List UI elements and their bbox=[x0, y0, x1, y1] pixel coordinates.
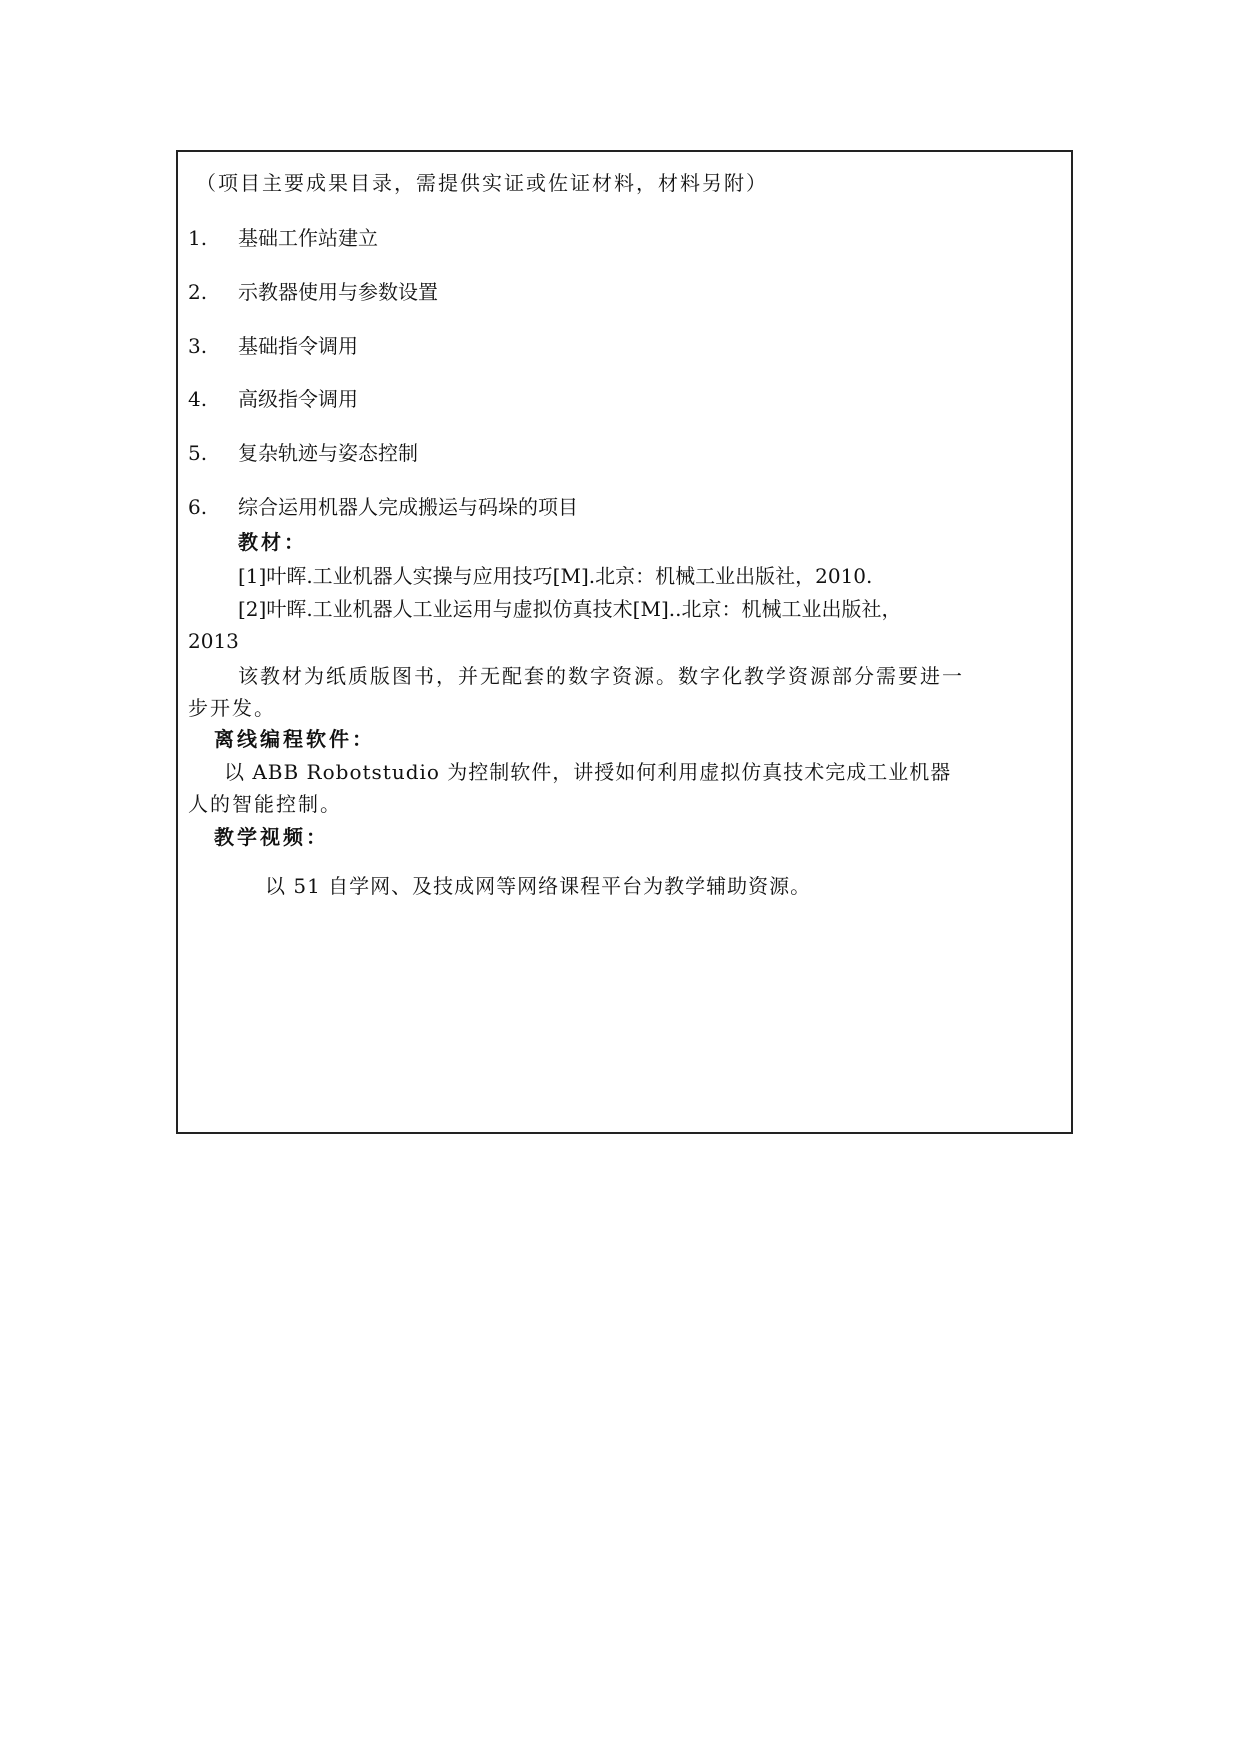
list-item-number: 4. bbox=[188, 387, 208, 411]
list-item bbox=[188, 387, 358, 411]
software-heading: 离线编程软件： bbox=[214, 727, 375, 751]
list-item-number: 2. bbox=[188, 280, 208, 304]
list-item bbox=[188, 441, 418, 465]
video-description: 以 51 自学网、及技成网等网络课程平台为教学辅助资源。 bbox=[265, 874, 812, 898]
list-item-number: 1. bbox=[188, 226, 208, 250]
textbook-ref-2-continued: 2013 bbox=[188, 629, 239, 653]
software-description-continued: 人的智能控制。 bbox=[188, 792, 342, 816]
textbook-ref-1: [1]叶晖.工业机器人实操与应用技巧[M].北京：机械工业出版社，2010. bbox=[238, 564, 873, 588]
list-item-text: 示教器使用与参数设置 bbox=[238, 280, 438, 304]
list-item-number: 3. bbox=[188, 334, 208, 358]
list-item-text: 基础工作站建立 bbox=[238, 226, 378, 250]
software-description: 以 ABB Robotstudio 为控制软件，讲授如何利用虚拟仿真技术完成工业机器 bbox=[224, 760, 952, 784]
textbook-note: 该教材为纸质版图书，并无配套的数字资源。数字化教学资源部分需要进一 bbox=[238, 664, 964, 688]
textbook-ref-2: [2]叶晖.工业机器人工业运用与虚拟仿真技术[M]..北京：机械工业出版社， bbox=[238, 597, 902, 621]
list-item-text: 高级指令调用 bbox=[238, 387, 358, 411]
list-item-number: 6. bbox=[188, 495, 208, 519]
list-item bbox=[188, 226, 378, 250]
video-heading: 教学视频： bbox=[214, 825, 329, 849]
list-item-text: 基础指令调用 bbox=[238, 334, 358, 358]
list-item bbox=[188, 495, 578, 519]
list-item bbox=[188, 280, 438, 304]
list-item-number: 5. bbox=[188, 441, 208, 465]
textbook-heading: 教材： bbox=[238, 530, 307, 554]
list-item-text: 综合运用机器人完成搬运与码垛的项目 bbox=[238, 495, 578, 519]
textbook-note-continued: 步开发。 bbox=[188, 696, 276, 720]
header-note: （项目主要成果目录，需提供实证或佐证材料，材料另附） bbox=[196, 171, 768, 195]
list-item-text: 复杂轨迹与姿态控制 bbox=[238, 441, 418, 465]
list-item bbox=[188, 334, 358, 358]
